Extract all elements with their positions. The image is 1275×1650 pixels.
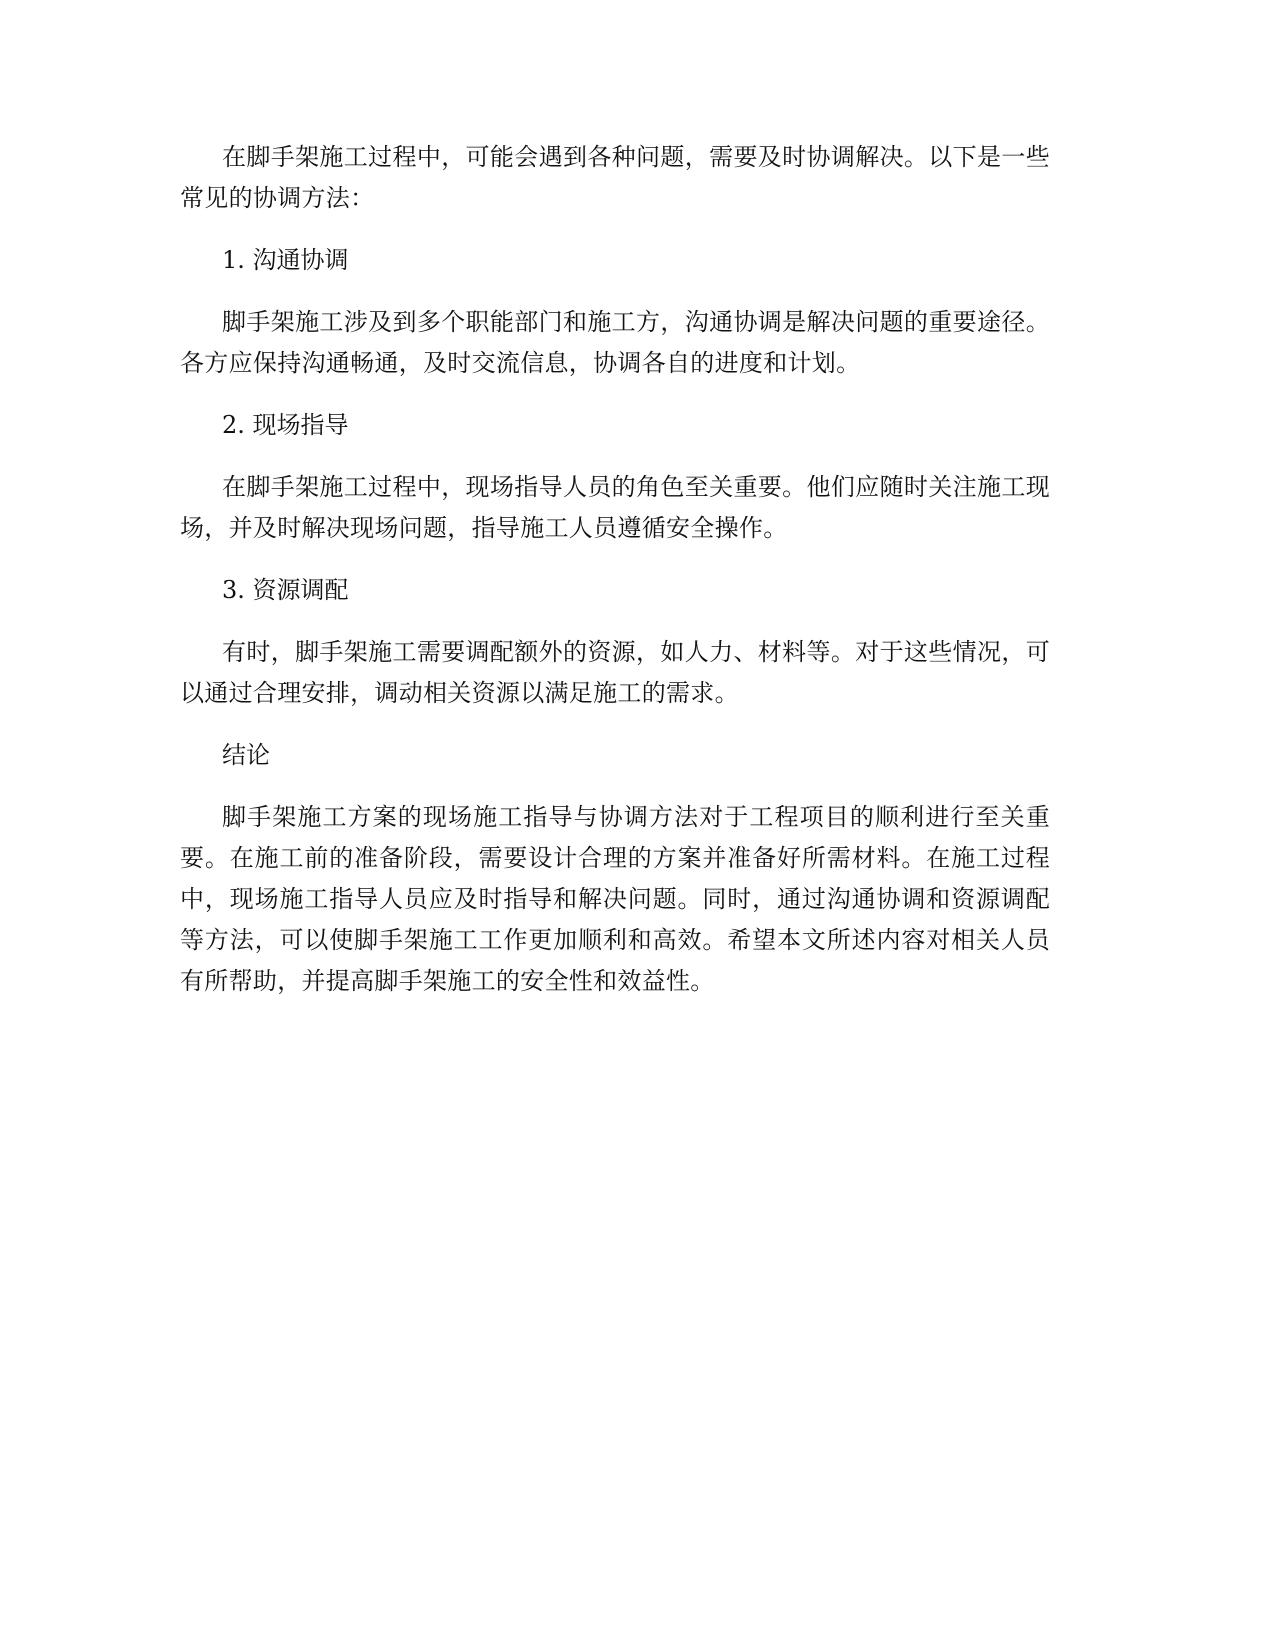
section-body-communication: 脚手架施工涉及到多个职能部门和施工方，沟通协调是解决问题的重要途径。各方应保持沟通畅通，及时交流信息，协调各自的进度和计划。 (180, 308, 1050, 377)
intro-paragraph: 在脚手架施工过程中，可能会遇到各种问题，需要及时协调解决。以下是一些常见的协调方法： (180, 143, 1050, 212)
section-body-onsite-guidance: 在脚手架施工过程中，现场指导人员的角色至关重要。他们应随时关注施工现场，并及时解决现场问题，指导施工人员遵循安全操作。 (180, 473, 1050, 542)
section-heading-resource-allocation: 3. 资源调配 (222, 576, 349, 604)
document-page (180, 137, 1050, 1023)
conclusion-body: 脚手架施工方案的现场施工指导与协调方法对于工程项目的顺利进行至关重要。在施工前的准备阶段，需要设计合理的方案并准备好所需材料。在施工过程中，现场施工指导人员应及时指导和解决问题。同时，通过沟通协调和资源调配等方法，可以使脚手架施工工作更加顺利和高效。希望本文所述内容对相关人员有所帮助，并提高脚手架施工的安全性和效益性。 (180, 803, 1050, 995)
section-heading-onsite-guidance: 2. 现场指导 (222, 411, 349, 439)
conclusion-heading: 结论 (222, 741, 270, 769)
section-body-resource-allocation: 有时，脚手架施工需要调配额外的资源，如人力、材料等。对于这些情况，可以通过合理安排，调动相关资源以满足施工的需求。 (180, 638, 1050, 707)
section-heading-communication: 1. 沟通协调 (222, 246, 349, 274)
